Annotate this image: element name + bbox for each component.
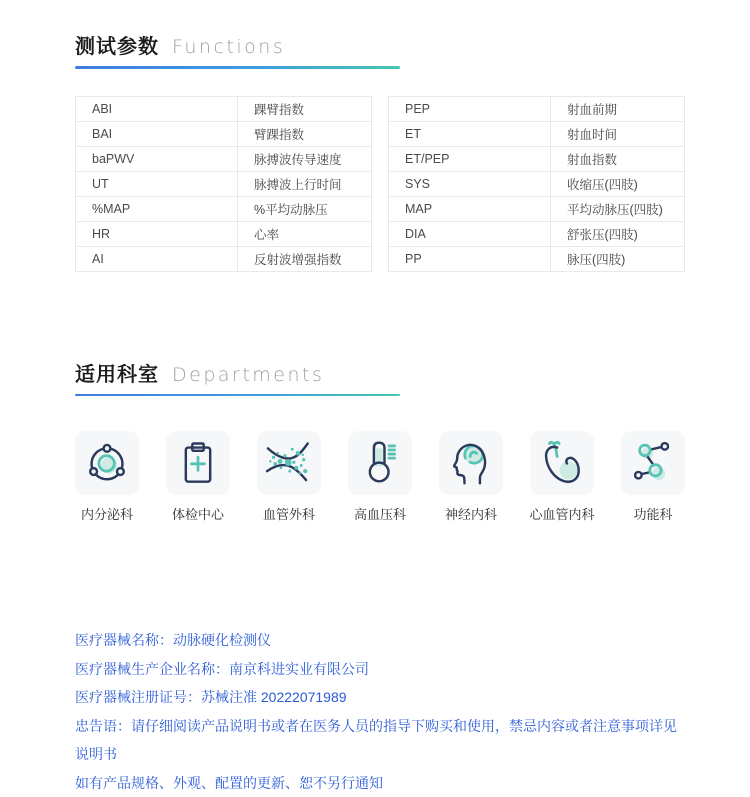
param-name: 射血时间 [551,121,685,146]
departments-title-zh: 适用科室 [75,363,159,386]
table-row [76,121,372,146]
params-table-right [388,96,685,272]
icon-tile [439,431,503,495]
param-abbr: baPWV [76,146,238,171]
departments-section [75,358,685,524]
department-item [166,431,230,523]
functional-dept-icon [627,437,679,489]
icon-tile [257,431,321,495]
departments-section-header [75,358,685,387]
departments-title-en: Departments [172,363,325,386]
cardiology-icon [536,437,588,489]
table-row [76,221,372,246]
notice-line: 如有产品规格、外观、配置的更新、恕不另行通知 [75,774,383,791]
table-row [389,246,685,271]
department-label: 高血压科 [353,507,406,522]
param-name: 射血指数 [551,146,685,171]
table-row [389,221,685,246]
neurology-icon [445,437,497,489]
table-row [76,196,372,221]
department-item [439,431,503,523]
param-name: 舒张压(四肢) [551,221,685,246]
table-row [76,171,372,196]
department-label: 功能科 [633,507,673,522]
icon-tile [75,431,139,495]
parameter-tables [75,96,685,272]
hypertension-icon [354,437,406,489]
warning-line: 忠告语：请仔细阅读产品说明书或者在医务人员的指导下购买和使用，禁忌内容或者注意事项详见说明书 [75,717,677,762]
param-abbr: PEP [389,96,551,121]
department-label: 体检中心 [171,507,224,522]
param-name: %平均动脉压 [238,196,372,221]
param-name: 反射波增强指数 [238,246,372,271]
department-item [257,431,321,523]
param-abbr: %MAP [76,196,238,221]
icon-tile [166,431,230,495]
icon-tile [530,431,594,495]
param-abbr: SYS [389,171,551,196]
manufacturer-line: 医疗器械生产企业名称：南京科进实业有限公司 [75,660,369,677]
param-abbr: ET/PEP [389,146,551,171]
params-table-left [75,96,372,272]
department-item [75,431,139,523]
table-row [389,96,685,121]
table-row [76,146,372,171]
table-row [389,171,685,196]
functions-underline [75,66,400,69]
table-row [389,196,685,221]
functions-title-en: Functions [172,36,286,58]
param-abbr: PP [389,246,551,271]
param-abbr: DIA [389,221,551,246]
icon-tile [348,431,412,495]
regulatory-footer [75,626,685,797]
param-abbr: AI [76,246,238,271]
device-name-line: 医疗器械名称：动脉硬化检测仪 [75,632,271,648]
vascular-surgery-icon [263,437,315,489]
param-abbr: HR [76,221,238,246]
param-abbr: MAP [389,196,551,221]
departments-grid [75,431,685,523]
table-row [389,121,685,146]
table-row [76,96,372,121]
department-item [621,431,685,523]
param-abbr: UT [76,171,238,196]
registration-number-line: 医疗器械注册证号：苏械注准 20222071989 [75,689,347,705]
department-label: 内分泌科 [80,507,133,522]
param-name: 臂踝指数 [238,121,372,146]
functions-title-zh: 测试参数 [75,36,159,58]
param-abbr: ABI [76,96,238,121]
param-abbr: ET [389,121,551,146]
department-item [348,431,412,523]
param-name: 平均动脉压(四肢) [551,196,685,221]
endocrinology-icon [81,437,133,489]
param-name: 射血前期 [551,96,685,121]
departments-underline [75,394,400,397]
param-name: 脉搏波上行时间 [238,171,372,196]
param-name: 心率 [238,221,372,246]
param-name: 脉搏波传导速度 [238,146,372,171]
checkup-center-icon [172,437,224,489]
department-label: 心血管内科 [529,507,595,522]
department-label: 血管外科 [262,507,315,522]
param-name: 脉压(四肢) [551,246,685,271]
functions-section-header [75,30,685,59]
table-row [76,246,372,271]
department-label: 神经内科 [444,507,497,522]
table-row [389,146,685,171]
icon-tile [621,431,685,495]
param-name: 收缩压(四肢) [551,171,685,196]
param-name: 踝臂指数 [238,96,372,121]
functions-section [75,30,685,272]
department-item [530,431,594,523]
param-abbr: BAI [76,121,238,146]
